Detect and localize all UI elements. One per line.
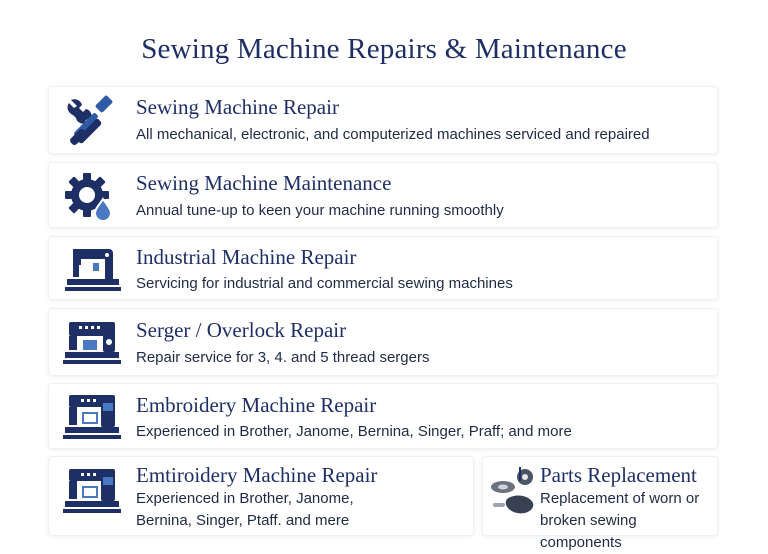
service-card-sewing-machine-repair[interactable] <box>48 86 718 154</box>
service-description: Servicing for industrial and commercial sewing machines <box>136 275 513 292</box>
gear-oil-drop-icon <box>63 169 117 223</box>
service-description: Experienced in Brother, Janome, Bernina, Singer, Praff; and more <box>136 423 572 440</box>
service-card-embroidery-machine-repair[interactable] <box>48 383 718 449</box>
service-description: Replacement of worn or broken sewing components <box>540 490 700 551</box>
service-title: Sewing Machine Maintenance <box>136 171 392 195</box>
service-title: Sewing Machine Repair <box>136 95 339 119</box>
embroidery-machine-icon <box>63 465 121 517</box>
page-title: Sewing Machine Repairs & Maintenance <box>141 33 627 65</box>
service-title: Serger / Overlock Repair <box>136 318 347 342</box>
service-card-serger-overlock-repair[interactable] <box>48 308 718 376</box>
embroidery-machine-icon <box>63 391 121 443</box>
serger-machine-icon <box>63 316 121 370</box>
service-title: Embroidery Machine Repair <box>136 393 377 417</box>
service-description: Repair service for 3, 4. and 5 thread sergers <box>136 349 430 366</box>
sewing-parts-icon <box>489 465 539 521</box>
industrial-sewing-machine-icon <box>63 243 121 295</box>
service-card-parts-replacement[interactable] <box>482 456 718 551</box>
wrench-screwdriver-icon <box>63 94 117 148</box>
service-title: Parts Replacement <box>540 463 697 487</box>
service-description: All mechanical, electronic, and computerized machines serviced and repaired <box>136 126 650 143</box>
service-card-sewing-machine-maintenance[interactable] <box>48 162 718 228</box>
service-description: Annual tune-up to keen your machine running smoothly <box>136 202 504 219</box>
service-title: Industrial Machine Repair <box>136 245 357 269</box>
service-card-industrial-machine-repair[interactable] <box>48 236 718 300</box>
service-card-emtiroidery-machine-repair[interactable] <box>48 456 474 536</box>
service-description: Experienced in Brother, Janome, Bernina, Singer, Ptaff. and mere <box>136 490 354 529</box>
service-title: Emtiroidery Machine Repair <box>136 463 378 487</box>
